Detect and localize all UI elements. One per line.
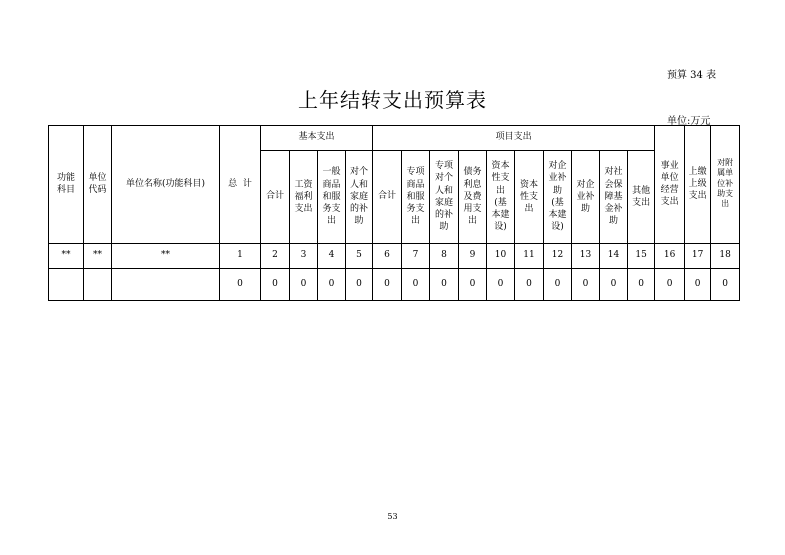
- col-project-social-security: 对社会保障基金补助: [600, 151, 628, 244]
- col-business-expense: 事业单位经营支出: [655, 126, 685, 244]
- col-project-enterprise-subsidy: 对企业补助: [572, 151, 600, 244]
- col-basic-goods-services: 一般商品和服务支出: [318, 151, 346, 244]
- data-cell: 0: [711, 269, 740, 301]
- data-cell: 0: [373, 269, 402, 301]
- col-project-goods-services: 专项商品和服务支出: [402, 151, 430, 244]
- index-cell: 8: [430, 244, 459, 269]
- header-row-1: [49, 126, 740, 151]
- page-number: 53: [387, 512, 398, 521]
- col-project-household-subsidy: 专项对个人和家庭的补助: [430, 151, 459, 244]
- index-cell: 5: [346, 244, 373, 269]
- col-project-debt-interest: 债务利息及费用支出: [459, 151, 487, 244]
- col-unit-name: 单位名称(功能科目): [112, 126, 220, 244]
- col-turnover-superior: 上缴上级支出: [685, 126, 711, 244]
- index-cell: 3: [290, 244, 318, 269]
- col-project-capital-construction: 资本性支出(基本建设): [487, 151, 515, 244]
- index-cell: 18: [711, 244, 740, 269]
- index-cell: 12: [544, 244, 572, 269]
- data-cell: 0: [402, 269, 430, 301]
- unit-label: 单位:万元: [667, 116, 711, 127]
- data-cell: 0: [220, 269, 261, 301]
- data-cell: 0: [515, 269, 544, 301]
- data-row: [49, 269, 740, 301]
- col-basic-household-subsidy: 对个人和家庭的补助: [346, 151, 373, 244]
- index-cell: 14: [600, 244, 628, 269]
- data-cell: 0: [544, 269, 572, 301]
- budget-table: [48, 125, 740, 301]
- col-total: 总 计: [220, 126, 261, 244]
- data-cell: 0: [600, 269, 628, 301]
- col-project-capital: 资本性支出: [515, 151, 544, 244]
- index-cell: **: [84, 244, 112, 269]
- index-cell: 17: [685, 244, 711, 269]
- index-cell: 4: [318, 244, 346, 269]
- data-cell: [112, 269, 220, 301]
- group-basic-expense: 基本支出: [261, 126, 373, 151]
- data-cell: [84, 269, 112, 301]
- index-cell: 7: [402, 244, 430, 269]
- data-cell: 0: [685, 269, 711, 301]
- index-cell: **: [112, 244, 220, 269]
- table-code: 预算 34 表: [667, 70, 717, 81]
- col-func-subject: 功能科目: [49, 126, 84, 244]
- data-cell: 0: [261, 269, 290, 301]
- data-cell: 0: [430, 269, 459, 301]
- data-cell: [49, 269, 84, 301]
- col-unit-code: 单位代码: [84, 126, 112, 244]
- col-project-enterprise-construction: 对企业补助(基本建设): [544, 151, 572, 244]
- col-subsidy-affiliated: 对附属单位补助支出: [711, 126, 740, 244]
- index-cell: 15: [628, 244, 655, 269]
- data-cell: 0: [572, 269, 600, 301]
- page-title: 上年结转支出预算表: [298, 88, 487, 112]
- index-cell: 16: [655, 244, 685, 269]
- index-cell: **: [49, 244, 84, 269]
- index-cell: 6: [373, 244, 402, 269]
- index-cell: 11: [515, 244, 544, 269]
- data-cell: 0: [290, 269, 318, 301]
- data-cell: 0: [346, 269, 373, 301]
- group-project-expense: 项目支出: [373, 126, 655, 151]
- data-cell: 0: [628, 269, 655, 301]
- col-basic-wages: 工资福利支出: [290, 151, 318, 244]
- index-cell: 10: [487, 244, 515, 269]
- index-cell: 13: [572, 244, 600, 269]
- index-cell: 1: [220, 244, 261, 269]
- data-cell: 0: [655, 269, 685, 301]
- col-project-other: 其他支出: [628, 151, 655, 244]
- col-basic-subtotal: 合计: [261, 151, 290, 244]
- index-cell: 9: [459, 244, 487, 269]
- data-cell: 0: [487, 269, 515, 301]
- index-cell: 2: [261, 244, 290, 269]
- col-project-subtotal: 合计: [373, 151, 402, 244]
- data-cell: 0: [459, 269, 487, 301]
- data-cell: 0: [318, 269, 346, 301]
- index-row: [49, 244, 740, 269]
